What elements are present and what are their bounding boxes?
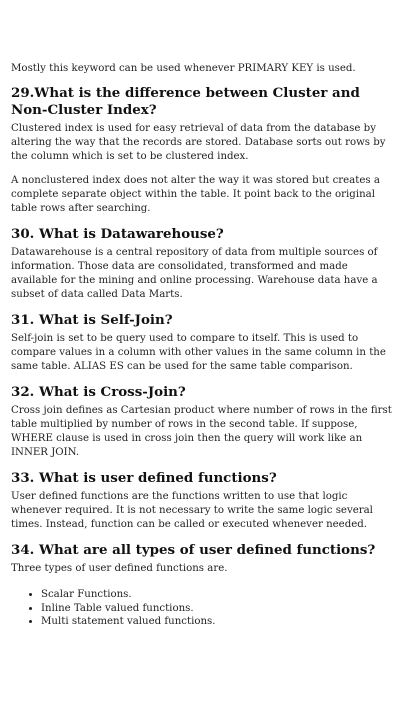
section-34-paragraph: Three types of user defined functions are.	[11, 563, 228, 574]
section-34-heading: 34. What are all types of user defined functions?	[11, 542, 376, 558]
section-32-paragraph: Cross join defines as Cartesian product where number of rows in the first table multiplied by number of rows in the second table. If suppose, WHERE clause is used in cross join then the query will work like an INNER JOIN.	[11, 405, 392, 458]
section-29-paragraph-1: Clustered index is used for easy retrieval of data from the database by altering the way that the records are stored. Database sorts out rows by the column which is set to be clustered index.	[11, 123, 386, 162]
section-31-heading: 31. What is Self-Join?	[11, 312, 173, 328]
section-32-heading: 32. What is Cross-Join?	[11, 384, 186, 400]
section-31-paragraph: Self-join is set to be query used to compare to itself. This is used to compare values in a column with other values in the same column in the same table. ALIAS ES can be used for the same table comparison.	[11, 333, 386, 372]
section-29-heading: 29.What is the difference between Cluster and Non-Cluster Index?	[11, 85, 360, 118]
list-item: • Scalar Functions.	[41, 588, 394, 602]
section-33-paragraph: User defined functions are the functions written to use that logic whenever required. It is not necessary to write the same logic several times. Instead, function can be called or executed whenever needed.	[11, 491, 373, 530]
section-33-heading: 33. What is user defined functions?	[11, 470, 277, 486]
list-item: • Multi statement valued functions.	[41, 615, 394, 629]
intro-text: Mostly this keyword can be used whenever PRIMARY KEY is used.	[11, 63, 356, 74]
udf-types-list	[11, 588, 394, 629]
list-item: • Inline Table valued functions.	[41, 602, 394, 616]
section-30-paragraph: Datawarehouse is a central repository of data from multiple sources of information. Those data are consolidated, transformed and made available for the mining and online processing. Warehouse data have a subset of data called Data Marts.	[11, 247, 378, 300]
section-29-paragraph-2: A nonclustered index does not alter the way it was stored but creates a complete separate object within the table. It point back to the original table rows after searching.	[11, 175, 380, 214]
section-30-heading: 30. What is Datawarehouse?	[11, 226, 224, 242]
